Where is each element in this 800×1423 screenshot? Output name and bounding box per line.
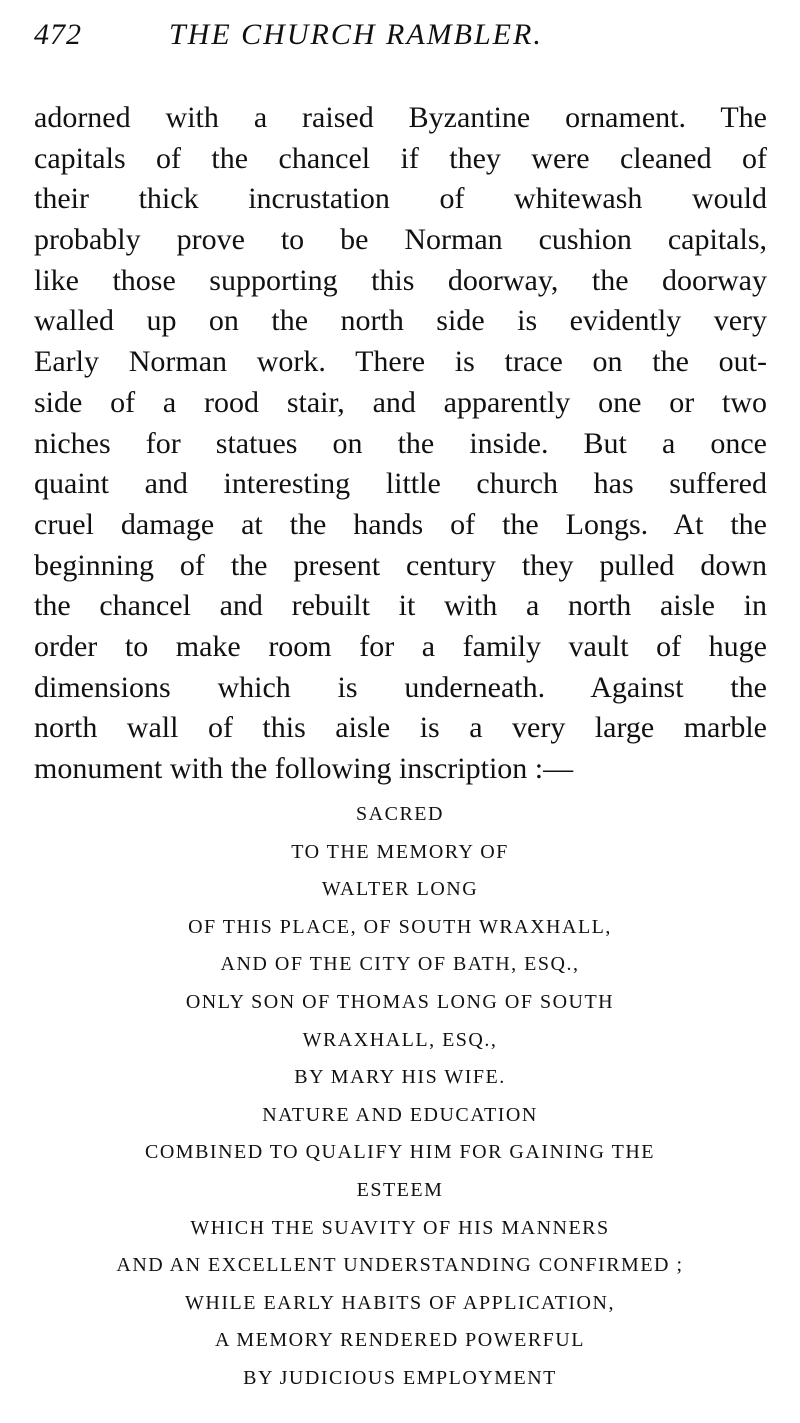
inscription-line: ONLY SON OF THOMAS LONG OF SOUTH: [185, 990, 615, 1013]
body-line: niches for statues on the inside. But a once: [34, 426, 767, 460]
inscription-line: COMBINED TO QUALIFY HIM FOR GAINING THE: [145, 1141, 655, 1164]
body-line: walled up on the north side is evidently very: [34, 304, 767, 338]
inscription-line: OF THIS PLACE, OF SOUTH WRAXHALL,: [188, 915, 612, 938]
body-line: quaint and interesting little church has suffered: [34, 467, 767, 501]
running-head: [34, 18, 770, 58]
inscription-line: BY MARY HIS WIFE.: [294, 1066, 506, 1089]
body-line: like those supporting this doorway, the doorway: [34, 263, 767, 297]
inscription-line: WHICH THE SUAVITY OF HIS MANNERS: [190, 1216, 610, 1239]
inscription-line: AND OF THE CITY OF BATH, ESQ.,: [220, 953, 580, 976]
inscription-line: WRAXHALL, ESQ.,: [302, 1028, 498, 1051]
inscription-line: WALTER LONG: [321, 878, 479, 901]
body-paragraph: [34, 98, 767, 790]
body-line: order to make room for a family vault of huge: [34, 629, 767, 663]
inscription-line: SACRED: [356, 803, 444, 825]
inscription-line: ESTEEM: [356, 1178, 444, 1201]
inscription-line: A MEMORY RENDERED POWERFUL: [215, 1329, 585, 1352]
inscription-line: AND AN EXCELLENT UNDERSTANDING CONFIRMED ;: [116, 1254, 684, 1277]
body-line: the chancel and rebuilt it with a north aisle in: [34, 589, 767, 623]
memorial-inscription: [20, 796, 780, 1398]
inscription-line: BY JUDICIOUS EMPLOYMENT: [243, 1366, 557, 1389]
body-line: probably prove to be Norman cushion capitals,: [34, 223, 767, 257]
body-line: beginning of the present century they pulled down: [34, 548, 767, 582]
body-line: side of a rood stair, and apparently one or two: [34, 385, 767, 419]
body-line: capitals of the chancel if they were cleaned of: [34, 141, 767, 175]
body-line: cruel damage at the hands of the Longs. At the: [34, 507, 767, 541]
body-line: their thick incrustation of whitewash would: [34, 182, 767, 216]
body-line: Early Norman work. There is trace on the out-: [34, 345, 767, 379]
page-number: 472: [34, 18, 82, 51]
body-line: monument with the following inscription :—: [34, 752, 574, 785]
inscription-line: TO THE MEMORY OF: [291, 840, 509, 863]
body-line: north wall of this aisle is a very large marble: [34, 711, 767, 745]
inscription-line: NATURE AND EDUCATION: [262, 1103, 538, 1126]
inscription-line: WHILE EARLY HABITS OF APPLICATION,: [185, 1291, 615, 1314]
body-line: adorned with a raised Byzantine ornament. The: [34, 101, 767, 134]
body-line: dimensions which is underneath. Against the: [34, 670, 767, 704]
running-title: THE CHURCH RAMBLER.: [169, 18, 543, 51]
